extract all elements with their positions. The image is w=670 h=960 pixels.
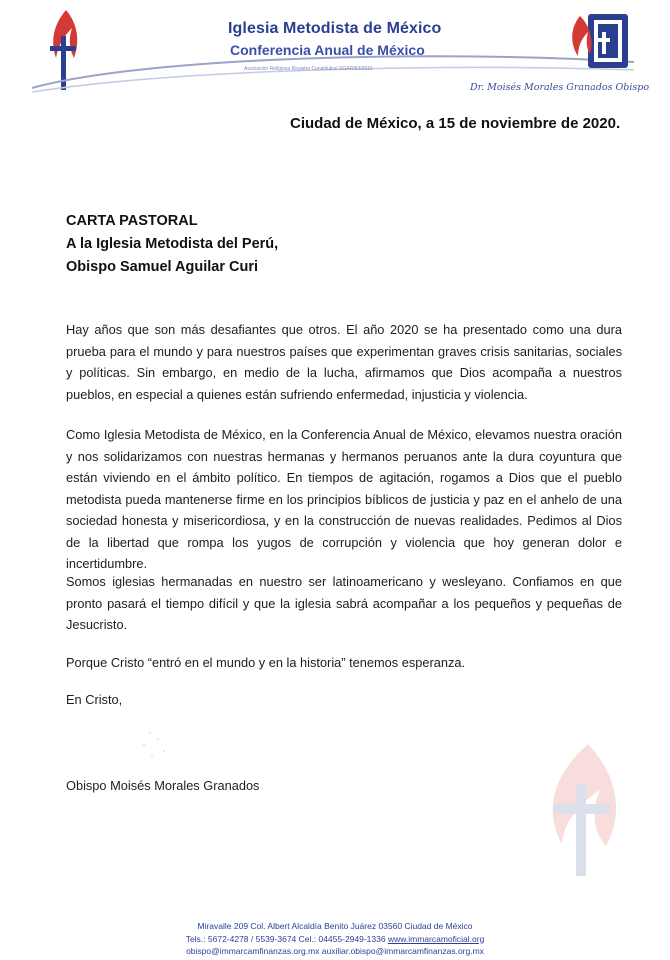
footer-emails[interactable]: obispo@immarcamfinanzas.org.mx auxiliar.obispo@immarcamfinanzas.org.mx xyxy=(186,946,484,956)
conference-emblem-logo xyxy=(566,10,632,72)
org-subtitle: Conferencia Anual de México xyxy=(230,42,425,58)
heading-addressee: Obispo Samuel Aguilar Curi xyxy=(66,259,259,275)
org-title: Iglesia Metodista de México xyxy=(228,20,442,37)
footer-website-link[interactable]: www.immarcamoficial.org xyxy=(387,933,485,944)
footer-address: Miravalle 209 Col. Albert Alcaldía Benito Juárez 03560 Ciudad de México xyxy=(197,921,473,931)
heading-title: CARTA PASTORAL xyxy=(66,213,198,229)
bishop-signature-header: Dr. Moisés Morales Granados Obispo xyxy=(470,82,650,93)
heading-recipient: A la Iglesia Metodista del Perú, xyxy=(66,236,279,252)
footer xyxy=(0,920,670,958)
footer-phones: Tels.: 5672-4278 / 5539-3674 Cel.: 04455-2949-1336 xyxy=(185,933,388,944)
letter-heading xyxy=(66,210,278,279)
closing-salutation: En Cristo, xyxy=(66,692,123,707)
signer-name: Obispo Moisés Morales Granados xyxy=(66,778,260,793)
body-paragraph-1: Hay años que son más desafiantes que otros. El año 2020 se ha presentado como una dura prueba para el mundo y para nuestros países que experimentan graves crisis sanitarias, sociales y políticas. Sin embargo, en medio de la lucha, afirmamos que Dios acompaña a nuestros pueblos, en especial a quienes están sufriendo enfermedad, injusticia y violencia. xyxy=(66,322,622,402)
watermark-cross-flame xyxy=(528,738,638,878)
body-paragraph-2: Como Iglesia Metodista de México, en la Conferencia Anual de México, elevamos nuestra oración y nos solidarizamos con nuestras hermanas y hermanos peruanos ante la dura coyuntura que están viviendo en el ámbito político. En tiempos de agitación, rogamos a Dios que el pueblo metodista pueda mantenerse firme en los principios bíblicos de justicia y paz en el anhelo de una sociedad honesta y misericordiosa, y en la construcción de nuevas realidades. Pedimos al Dios de la libertad que rompa los yugos de corrupción y violencia que hoy generan dolor e incertidumbre. xyxy=(66,427,622,571)
footer-contact xyxy=(0,933,670,946)
org-registry: Asociación Religiosa Registro Constitutivo SGAR/63/2016 xyxy=(244,66,373,72)
body-paragraph-4: Porque Cristo “entró en el mundo y en la historia” tenemos esperanza. xyxy=(66,655,466,670)
letterhead xyxy=(0,0,670,110)
date-line: Ciudad de México, a 15 de noviembre de 2020. xyxy=(290,115,621,132)
faint-signature-marks xyxy=(130,725,190,765)
body-paragraph-3: Somos iglesias hermanadas en nuestro ser latinoamericano y wesleyano. Confiamos en que pronto pasará el tiempo difícil y que la iglesia sabrá acompañar a los pequeños y pequeñas de Jesucristo. xyxy=(66,574,622,632)
